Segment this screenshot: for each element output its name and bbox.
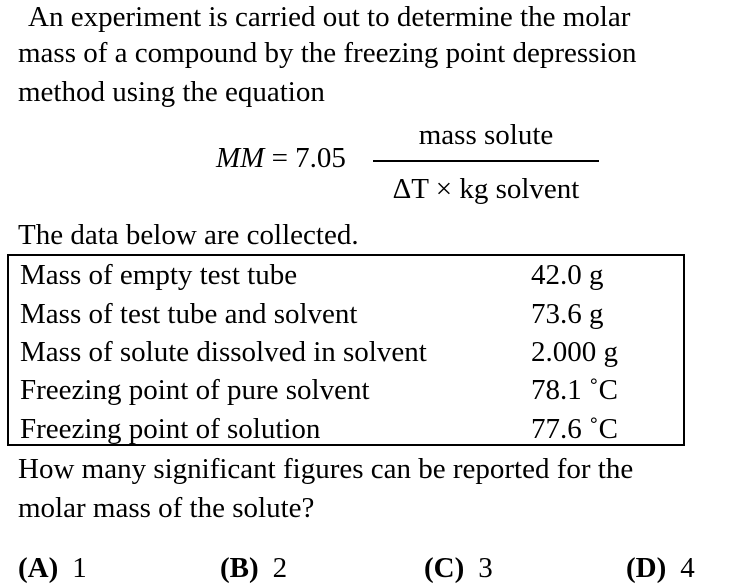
- equation-numerator: mass solute: [418, 119, 554, 151]
- choice-letter: (A): [18, 552, 59, 584]
- intro-line-3: method using the equation: [18, 76, 325, 108]
- equation-variable: MM: [216, 142, 265, 174]
- choice-letter: (C): [424, 552, 465, 584]
- row-value: 73.6 g: [531, 298, 604, 330]
- row-value: 78.1 ˚C: [531, 374, 618, 406]
- choice-letter: (D): [626, 552, 667, 584]
- choice-b[interactable]: [220, 551, 287, 585]
- choice-a[interactable]: [18, 551, 87, 585]
- prompt-line-2: molar mass of the solute?: [18, 492, 315, 524]
- table-row: [9, 256, 683, 294]
- fraction-bar: [373, 160, 599, 162]
- data-intro: The data below are collected.: [18, 219, 359, 251]
- row-label: Freezing point of pure solvent: [20, 374, 370, 406]
- table-row: [9, 333, 683, 371]
- row-label: Freezing point of solution: [20, 413, 321, 445]
- row-label: Mass of empty test tube: [20, 259, 298, 291]
- row-label: Mass of test tube and solvent: [20, 298, 358, 330]
- row-value: 77.6 ˚C: [531, 413, 618, 445]
- row-label: Mass of solute dissolved in solvent: [20, 336, 427, 368]
- intro-line-1: An experiment is carried out to determine the molar: [28, 1, 631, 33]
- choice-text: 1: [72, 552, 87, 584]
- table-row: [9, 410, 683, 448]
- choice-text: 2: [272, 552, 288, 584]
- equation-constant: = 7.05: [264, 142, 346, 174]
- prompt-line-1: How many significant figures can be reported for the: [18, 453, 634, 485]
- equation-denominator: ΔT × kg solvent: [392, 173, 580, 205]
- intro-line-2: mass of a compound by the freezing point depression: [18, 37, 637, 69]
- choice-letter: (B): [220, 552, 259, 584]
- row-value: 2.000 g: [531, 336, 618, 368]
- choice-d[interactable]: [626, 551, 695, 585]
- choice-text: 4: [680, 552, 695, 584]
- equation-lhs: [216, 141, 346, 175]
- table-row: [9, 295, 683, 333]
- row-value: 42.0 g: [531, 259, 604, 291]
- choice-c[interactable]: [424, 551, 493, 585]
- data-table: [7, 254, 685, 446]
- choice-text: 3: [478, 552, 493, 584]
- table-row: [9, 371, 683, 409]
